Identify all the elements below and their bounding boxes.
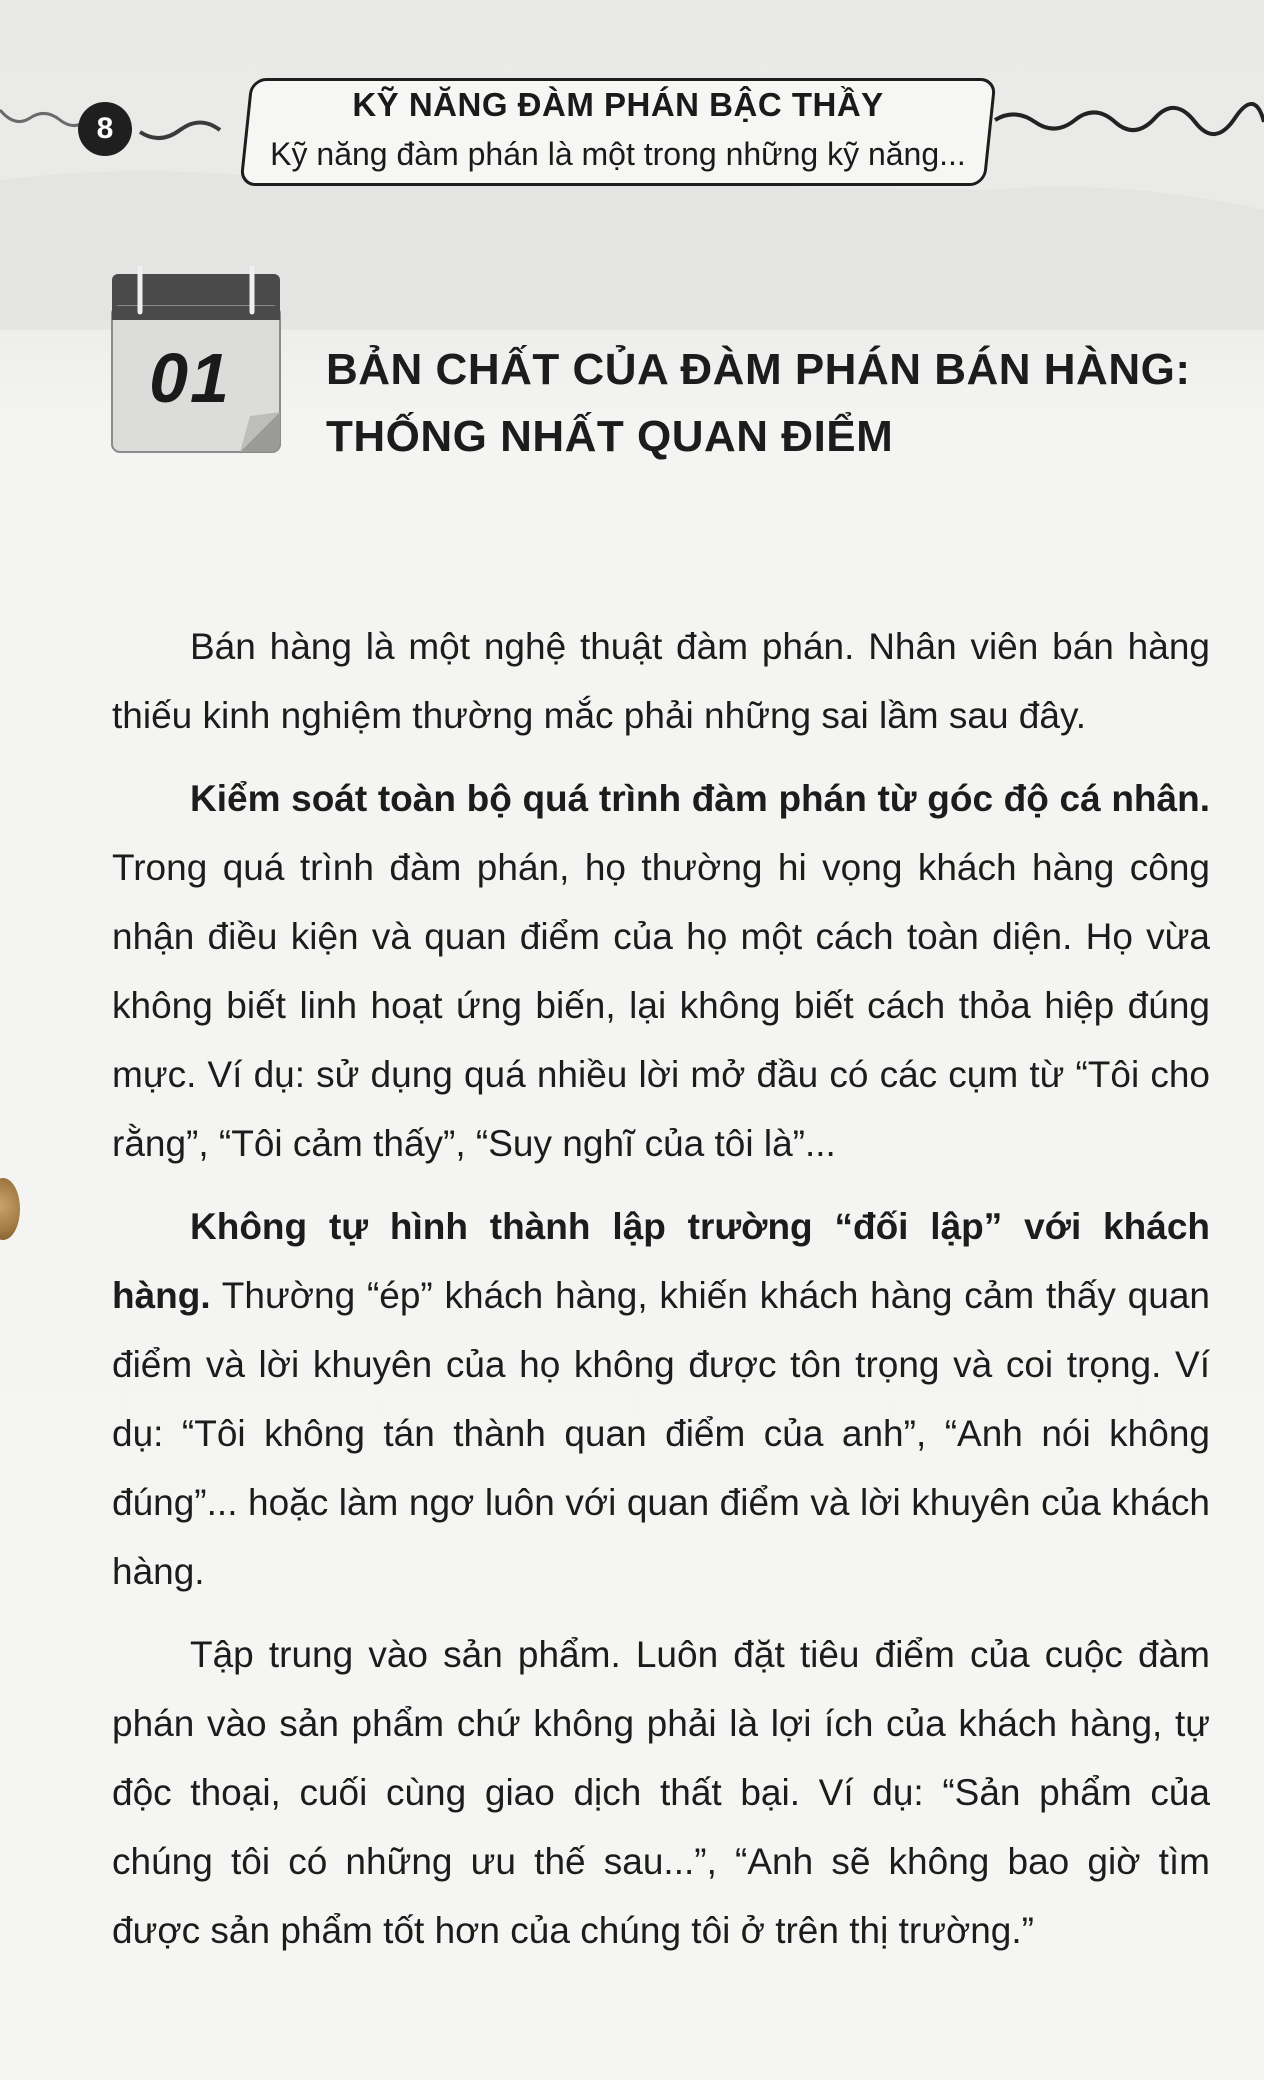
paragraph-2-lead: Kiểm soát toàn bộ quá trình đàm phán từ góc độ cá nhân. [190, 778, 1210, 819]
running-header-subtitle: Kỹ năng đàm phán là một trong những kỹ năng... [270, 136, 966, 172]
chapter-title-line-1: BẢN CHẤT CỦA ĐÀM PHÁN BÁN HÀNG: [326, 345, 1191, 394]
body-text [112, 612, 1210, 1979]
chapter-title [326, 336, 1226, 470]
paragraph-2-text: Trong quá trình đàm phán, họ thường hi vọng khách hàng công nhận điều kiện và quan điểm của họ một cách toàn diện. Họ vừa không biết linh hoạt ứng biến, lại không biết cách thỏa hiệp đúng mực. Ví dụ: sử dụng quá nhiều lời mở đầu có các cụm từ “Tôi cho rằng”, “Tôi cảm thấy”, “Suy nghĩ của tôi là”... [112, 847, 1210, 1164]
paragraph-3 [112, 1192, 1210, 1606]
paragraph-2 [112, 764, 1210, 1178]
paragraph-1-text: Bán hàng là một nghệ thuật đàm phán. Nhân viên bán hàng thiếu kinh nghiệm thường mắc phải những sai lầm sau đây. [112, 626, 1210, 736]
running-header-title: KỸ NĂNG ĐÀM PHÁN BẬC THẦY [352, 86, 884, 123]
paragraph-4-text: Tập trung vào sản phẩm. Luôn đặt tiêu điểm của cuộc đàm phán vào sản phẩm chứ không phải là lợi ích của khách hàng, tự độc thoại, cuối cùng giao dịch thất bại. Ví dụ: “Sản phẩm của chúng tôi có những ưu thế sau...”, “Anh sẽ không bao giờ tìm được sản phẩm tốt hơn của chúng tôi ở trên thị trường.” [112, 1634, 1210, 1951]
paragraph-4 [112, 1620, 1210, 1965]
paragraph-3-lead: Không tự hình thành lập trường “đối lập” với khách hàng. [112, 1206, 1210, 1316]
chapter-title-line-2: THỐNG NHẤT QUAN ĐIỂM [326, 412, 894, 461]
paragraph-3-text: Thường “ép” khách hàng, khiến khách hàng cảm thấy quan điểm và lời khuyên của họ không được tôn trọng và coi trọng. Ví dụ: “Tôi không tán thành quan điểm của anh”, “Anh nói không đúng”... hoặc làm ngơ luôn với quan điểm và lời khuyên của khách hàng. [112, 1275, 1210, 1592]
chapter-number: 01 [149, 339, 231, 417]
paragraph-1 [112, 612, 1210, 750]
page-number: 8 [78, 102, 132, 156]
